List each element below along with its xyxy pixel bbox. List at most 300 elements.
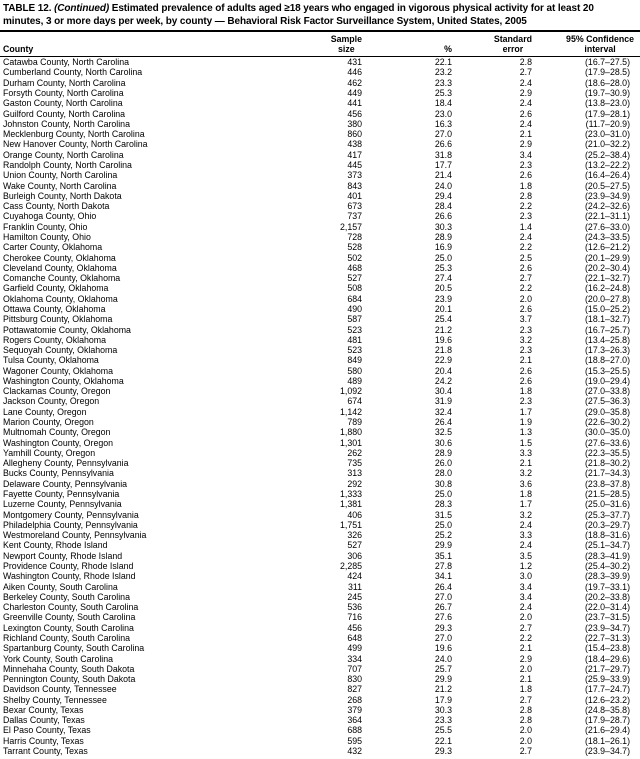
sample-size-cell: 843 (347, 180, 362, 191)
table-row (0, 489, 640, 499)
sample-size-cell: 1,333 (339, 489, 362, 499)
percent-cell: 16.3 (434, 118, 452, 129)
standard-error-cell: 1.7 (519, 406, 532, 417)
county-cell: Rogers County, Oklahoma (3, 334, 107, 345)
percent-cell: 25.7 (434, 663, 452, 674)
county-cell: Cleveland County, Oklahoma (3, 262, 117, 273)
county-cell: Mecklenburg County, North Carolina (3, 129, 145, 140)
confidence-interval-cell: (27.0–33.8) (585, 386, 630, 397)
county-cell: Kent County, Rhode Island (3, 540, 108, 551)
table-row (0, 674, 640, 684)
table-row (0, 366, 640, 376)
sample-size-cell: 830 (347, 674, 362, 685)
standard-error-cell: 3.2 (519, 468, 532, 479)
confidence-interval-cell: (20.0–27.8) (585, 293, 630, 304)
se-header-line1: Standard (493, 34, 532, 44)
standard-error-cell: 2.6 (519, 170, 532, 181)
table-row (0, 633, 640, 643)
standard-error-cell: 2.7 (519, 622, 532, 633)
confidence-interval-cell: (28.3–39.9) (585, 571, 630, 582)
standard-error-cell: 2.1 (519, 129, 532, 140)
standard-error-cell: 2.1 (519, 355, 532, 366)
county-cell: York County, South Carolina (3, 653, 114, 664)
percent-cell: 22.1 (434, 735, 452, 746)
sample-size-cell: 406 (347, 509, 362, 520)
table-row (0, 571, 640, 581)
table-row (0, 736, 640, 746)
confidence-interval-cell: (16.2–24.8) (585, 283, 630, 294)
percent-cell: 28.0 (434, 468, 452, 479)
confidence-interval-cell: (13.4–25.8) (585, 334, 630, 345)
standard-error-cell: 1.8 (519, 684, 532, 695)
sample-size-cell: 364 (347, 715, 362, 726)
standard-error-cell: 2.1 (519, 674, 532, 685)
confidence-interval-cell: (18.6–28.0) (585, 77, 630, 88)
county-cell: Comanche County, Oklahoma (3, 273, 121, 284)
sample-size-cell: 441 (347, 98, 362, 109)
county-cell: Carter County, Oklahoma (3, 242, 103, 253)
table-row (0, 355, 640, 365)
county-cell: El Paso County, Texas (3, 725, 91, 736)
standard-error-cell: 3.2 (519, 334, 532, 345)
standard-error-cell: 2.9 (519, 88, 532, 99)
table-row (0, 191, 640, 201)
county-cell: Washington County, Oregon (3, 437, 114, 448)
table-row (0, 664, 640, 674)
table-row (0, 98, 640, 108)
percent-cell: 20.1 (434, 303, 452, 314)
table-row (0, 57, 640, 68)
table-title (0, 0, 640, 32)
percent-cell: 16.9 (434, 242, 452, 253)
confidence-interval-cell: (25.2–38.4) (585, 149, 630, 160)
col-header-percent: % (362, 32, 452, 57)
sample-size-cell: 456 (347, 622, 362, 633)
sample-size-cell: 648 (347, 632, 362, 643)
county-cell: Bexar County, Texas (3, 704, 84, 715)
confidence-interval-cell: (21.7–34.3) (585, 468, 630, 479)
standard-error-cell: 2.0 (519, 663, 532, 674)
county-cell: Catawba County, North Carolina (3, 57, 129, 68)
standard-error-cell: 2.5 (519, 252, 532, 263)
table-row (0, 283, 640, 293)
sample-size-cell: 528 (347, 242, 362, 253)
confidence-interval-cell: (18.8–27.0) (585, 355, 630, 366)
county-cell: Multnomah County, Oregon (3, 427, 111, 438)
sample-size-cell: 1,880 (339, 427, 362, 438)
standard-error-cell: 3.4 (519, 581, 532, 592)
county-cell: Harris County, Texas (3, 735, 84, 746)
standard-error-cell: 2.9 (519, 139, 532, 150)
standard-error-cell: 2.4 (519, 98, 532, 109)
percent-cell: 28.9 (434, 231, 452, 242)
standard-error-cell: 2.8 (519, 704, 532, 715)
county-cell: Clackamas County, Oregon (3, 386, 111, 397)
county-cell: Berkeley County, South Carolina (3, 591, 130, 602)
confidence-interval-cell: (17.9–28.1) (585, 108, 630, 119)
percent-cell: 29.9 (434, 540, 452, 551)
percent-cell: 21.4 (434, 170, 452, 181)
percent-cell: 25.2 (434, 530, 452, 541)
percent-cell: 29.3 (434, 746, 452, 757)
percent-cell: 27.6 (434, 612, 452, 623)
standard-error-cell: 2.0 (519, 293, 532, 304)
county-cell: Dallas County, Texas (3, 715, 85, 726)
county-cell: Franklin County, Ohio (3, 221, 88, 232)
confidence-interval-cell: (25.4–30.2) (585, 560, 630, 571)
table-row (0, 448, 640, 458)
county-cell: Fayette County, Pennsylvania (3, 489, 120, 499)
percent-cell: 30.4 (434, 386, 452, 397)
sample-size-cell: 379 (347, 704, 362, 715)
standard-error-cell: 2.6 (519, 262, 532, 273)
county-cell: Cumberland County, North Carolina (3, 67, 143, 78)
confidence-interval-cell: (18.1–32.7) (585, 314, 630, 325)
county-cell: Yamhill County, Oregon (3, 447, 96, 458)
sample-size-cell: 245 (347, 591, 362, 602)
confidence-interval-cell: (17.3–26.3) (585, 345, 630, 356)
percent-cell: 27.0 (434, 129, 452, 140)
table-row (0, 725, 640, 735)
sample-size-cell: 438 (347, 139, 362, 150)
table-row (0, 592, 640, 602)
table-row (0, 479, 640, 489)
percent-cell: 25.3 (434, 262, 452, 273)
sample-size-cell: 1,092 (339, 386, 362, 397)
confidence-interval-cell: (17.9–28.5) (585, 67, 630, 78)
table-number: TABLE 12. (3, 3, 52, 14)
percent-cell: 26.7 (434, 602, 452, 613)
table-row (0, 232, 640, 242)
table-row (0, 540, 640, 550)
confidence-interval-cell: (23.9–34.7) (585, 622, 630, 633)
table-row (0, 376, 640, 386)
percent-cell: 22.1 (434, 57, 452, 68)
table-row (0, 417, 640, 427)
sample-size-cell: 432 (347, 746, 362, 757)
confidence-interval-cell: (25.1–34.7) (585, 540, 630, 551)
percent-cell: 27.8 (434, 560, 452, 571)
table-row (0, 304, 640, 314)
percent-cell: 25.0 (434, 489, 452, 499)
table-row (0, 396, 640, 406)
table-row (0, 139, 640, 149)
county-cell: Allegheny County, Pennsylvania (3, 458, 129, 469)
confidence-interval-cell: (27.6–33.6) (585, 437, 630, 448)
standard-error-cell: 2.3 (519, 160, 532, 170)
sample-size-cell: 728 (347, 231, 362, 242)
table-row (0, 263, 640, 273)
county-cell: Cass County, North Dakota (3, 201, 110, 212)
county-cell: Pottawatomie County, Oklahoma (3, 324, 131, 335)
confidence-interval-cell: (21.5–28.5) (585, 489, 630, 499)
sample-size-cell: 2,157 (339, 221, 362, 232)
standard-error-cell: 1.8 (519, 386, 532, 397)
table-row (0, 551, 640, 561)
table-row (0, 335, 640, 345)
sample-size-cell: 489 (347, 375, 362, 386)
county-cell: Tulsa County, Oklahoma (3, 355, 99, 366)
table-row (0, 170, 640, 180)
confidence-interval-cell: (21.6–29.4) (585, 725, 630, 736)
county-cell: Sequoyah County, Oklahoma (3, 345, 118, 356)
sample-size-cell: 527 (347, 273, 362, 284)
county-cell: Delaware County, Pennsylvania (3, 478, 128, 489)
table-row (0, 612, 640, 622)
table-row (0, 119, 640, 129)
standard-error-cell: 2.4 (519, 602, 532, 613)
percent-cell: 25.4 (434, 314, 452, 325)
confidence-interval-cell: (24.3–33.5) (585, 231, 630, 242)
county-cell: New Hanover County, North Carolina (3, 139, 148, 150)
col-header-county: County (0, 32, 272, 57)
confidence-interval-cell: (19.0–29.4) (585, 375, 630, 386)
confidence-interval-cell: (15.0–25.2) (585, 303, 630, 314)
percent-cell: 24.0 (434, 180, 452, 191)
table-row (0, 273, 640, 283)
standard-error-cell: 2.7 (519, 746, 532, 757)
sample-size-cell: 262 (347, 447, 362, 458)
sample-size-cell: 1,142 (339, 406, 362, 417)
percent-cell: 21.2 (434, 324, 452, 335)
confidence-interval-cell: (12.6–23.2) (585, 694, 630, 705)
county-cell: Montgomery County, Pennsylvania (3, 509, 139, 520)
standard-error-cell: 3.3 (519, 447, 532, 458)
table-row (0, 654, 640, 664)
percent-cell: 17.7 (434, 160, 452, 170)
sample-size-cell: 499 (347, 643, 362, 654)
county-cell: Aiken County, South Carolina (3, 581, 118, 592)
confidence-interval-cell: (25.9–33.9) (585, 674, 630, 685)
standard-error-cell: 3.2 (519, 509, 532, 520)
confidence-interval-cell: (30.0–35.0) (585, 427, 630, 438)
table-header (0, 32, 640, 57)
col-header-standard-error (452, 32, 532, 57)
sample-size-cell: 462 (347, 77, 362, 88)
se-header-line2: error (502, 43, 524, 54)
table-row (0, 684, 640, 694)
table-row (0, 407, 640, 417)
percent-cell: 21.2 (434, 684, 452, 695)
sample-size-cell: 860 (347, 129, 362, 140)
standard-error-cell: 2.4 (519, 519, 532, 530)
standard-error-cell: 2.4 (519, 231, 532, 242)
percent-cell: 23.9 (434, 293, 452, 304)
table-row (0, 561, 640, 571)
confidence-interval-cell: (17.9–28.7) (585, 715, 630, 726)
standard-error-cell: 2.6 (519, 108, 532, 119)
confidence-interval-cell: (21.7–29.7) (585, 663, 630, 674)
percent-cell: 31.8 (434, 149, 452, 160)
table-row (0, 150, 640, 160)
county-cell: Richland County, South Carolina (3, 632, 130, 643)
percent-cell: 22.9 (434, 355, 452, 366)
confidence-interval-cell: (16.7–25.7) (585, 324, 630, 335)
percent-cell: 21.8 (434, 345, 452, 356)
table-row (0, 510, 640, 520)
standard-error-cell: 2.1 (519, 643, 532, 654)
percent-cell: 26.0 (434, 458, 452, 469)
table-continued-note: (Continued) (54, 3, 110, 14)
standard-error-cell: 1.3 (519, 427, 532, 438)
county-cell: Providence County, Rhode Island (3, 560, 134, 571)
sample-size-cell: 311 (347, 581, 362, 592)
sample-size-cell: 417 (347, 149, 362, 160)
table-row (0, 705, 640, 715)
confidence-interval-cell: (29.0–35.8) (585, 406, 630, 417)
percent-cell: 19.6 (434, 643, 452, 654)
sample-size-cell: 2,285 (339, 560, 362, 571)
table-row (0, 253, 640, 263)
standard-error-cell: 2.7 (519, 273, 532, 284)
table-row (0, 325, 640, 335)
table-row (0, 88, 640, 98)
standard-error-cell: 2.4 (519, 77, 532, 88)
sample-size-cell: 431 (347, 57, 362, 68)
confidence-interval-cell: (20.1–29.9) (585, 252, 630, 263)
county-cell: Burleigh County, North Dakota (3, 190, 122, 201)
percent-cell: 25.5 (434, 725, 452, 736)
percent-cell: 17.9 (434, 694, 452, 705)
sample-size-cell: 688 (347, 725, 362, 736)
county-cell: Forsyth County, North Carolina (3, 88, 124, 99)
confidence-interval-cell: (22.0–31.4) (585, 602, 630, 613)
table-row (0, 530, 640, 540)
table-row (0, 715, 640, 725)
confidence-interval-cell: (22.1–31.1) (585, 211, 630, 222)
table-row (0, 643, 640, 653)
sample-size-cell: 424 (347, 571, 362, 582)
table-row (0, 129, 640, 139)
confidence-interval-cell: (20.2–33.8) (585, 591, 630, 602)
county-cell: Pittsburg County, Oklahoma (3, 314, 113, 325)
sample-size-cell: 373 (347, 170, 362, 181)
standard-error-cell: 2.1 (519, 458, 532, 469)
county-cell: Orange County, North Carolina (3, 149, 124, 160)
county-cell: Luzerne County, Pennsylvania (3, 499, 122, 510)
sample-size-cell: 1,301 (339, 437, 362, 448)
sample-header-line2: size (338, 43, 355, 54)
table-row (0, 160, 640, 170)
sample-size-cell: 508 (347, 283, 362, 294)
sample-size-cell: 789 (347, 417, 362, 428)
standard-error-cell: 2.7 (519, 67, 532, 78)
confidence-interval-cell: (24.2–32.6) (585, 201, 630, 212)
confidence-interval-cell: (22.1–32.7) (585, 273, 630, 284)
standard-error-cell: 2.2 (519, 283, 532, 294)
table-row (0, 438, 640, 448)
table-row (0, 623, 640, 633)
sample-size-cell: 580 (347, 365, 362, 376)
percent-cell: 27.4 (434, 273, 452, 284)
header-row (0, 32, 640, 57)
standard-error-cell: 2.8 (519, 190, 532, 201)
county-cell: Guilford County, North Carolina (3, 108, 126, 119)
sample-size-cell: 673 (347, 201, 362, 212)
confidence-interval-cell: (17.7–24.7) (585, 684, 630, 695)
table-row (0, 78, 640, 88)
standard-error-cell: 3.5 (519, 550, 532, 561)
table-row (0, 520, 640, 530)
standard-error-cell: 2.3 (519, 324, 532, 335)
county-cell: Lexington County, South Carolina (3, 622, 134, 633)
sample-size-cell: 827 (347, 684, 362, 695)
table-body (0, 57, 640, 757)
standard-error-cell: 2.4 (519, 540, 532, 551)
percent-cell: 30.6 (434, 437, 452, 448)
sample-size-cell: 481 (347, 334, 362, 345)
sample-size-cell: 527 (347, 540, 362, 551)
col-header-sample-size (272, 32, 362, 57)
county-cell: Cherokee County, Oklahoma (3, 252, 116, 263)
standard-error-cell: 1.2 (519, 560, 532, 571)
standard-error-cell: 2.3 (519, 345, 532, 356)
percent-cell: 26.4 (434, 417, 452, 428)
sample-size-cell: 326 (347, 530, 362, 541)
county-cell: Durham County, North Carolina (3, 77, 126, 88)
sample-size-cell: 446 (347, 67, 362, 78)
percent-cell: 25.3 (434, 88, 452, 99)
county-cell: Oklahoma County, Oklahoma (3, 293, 118, 304)
confidence-interval-cell: (27.6–33.0) (585, 221, 630, 232)
confidence-interval-cell: (22.7–31.3) (585, 632, 630, 643)
confidence-interval-cell: (16.4–26.4) (585, 170, 630, 181)
standard-error-cell: 1.9 (519, 417, 532, 428)
standard-error-cell: 3.3 (519, 530, 532, 541)
confidence-interval-cell: (13.2–22.2) (585, 160, 630, 170)
percent-cell: 32.4 (434, 406, 452, 417)
table-row (0, 582, 640, 592)
sample-size-cell: 737 (347, 211, 362, 222)
sample-size-cell: 735 (347, 458, 362, 469)
table-row (0, 242, 640, 252)
percent-cell: 26.6 (434, 139, 452, 150)
percent-cell: 30.8 (434, 478, 452, 489)
county-cell: Gaston County, North Carolina (3, 98, 123, 109)
county-cell: Wagoner County, Oklahoma (3, 365, 114, 376)
percent-cell: 27.0 (434, 591, 452, 602)
percent-cell: 29.4 (434, 190, 452, 201)
confidence-interval-cell: (23.7–31.5) (585, 612, 630, 623)
percent-cell: 24.0 (434, 653, 452, 664)
percent-cell: 23.3 (434, 77, 452, 88)
percent-cell: 28.4 (434, 201, 452, 212)
table-row (0, 499, 640, 509)
confidence-interval-cell: (23.8–37.8) (585, 478, 630, 489)
standard-error-cell: 2.8 (519, 57, 532, 68)
table-row (0, 181, 640, 191)
percent-cell: 35.1 (434, 550, 452, 561)
confidence-interval-cell: (24.8–35.8) (585, 704, 630, 715)
sample-size-cell: 445 (347, 160, 362, 170)
col-header-confidence-interval (532, 32, 640, 57)
table-row (0, 468, 640, 478)
sample-size-cell: 490 (347, 303, 362, 314)
percent-cell: 24.2 (434, 375, 452, 386)
county-cell: Davidson County, Tennessee (3, 684, 117, 695)
standard-error-cell: 2.3 (519, 396, 532, 407)
confidence-interval-cell: (11.7–20.9) (585, 118, 630, 129)
standard-error-cell: 2.0 (519, 725, 532, 736)
percent-cell: 23.0 (434, 108, 452, 119)
county-cell: Westmoreland County, Pennsylvania (3, 530, 147, 541)
county-cell: Union County, North Carolina (3, 170, 118, 181)
standard-error-cell: 1.4 (519, 221, 532, 232)
percent-cell: 29.3 (434, 622, 452, 633)
sample-size-cell: 674 (347, 396, 362, 407)
percent-cell: 23.2 (434, 67, 452, 78)
confidence-interval-cell: (23.9–34.7) (585, 746, 630, 757)
